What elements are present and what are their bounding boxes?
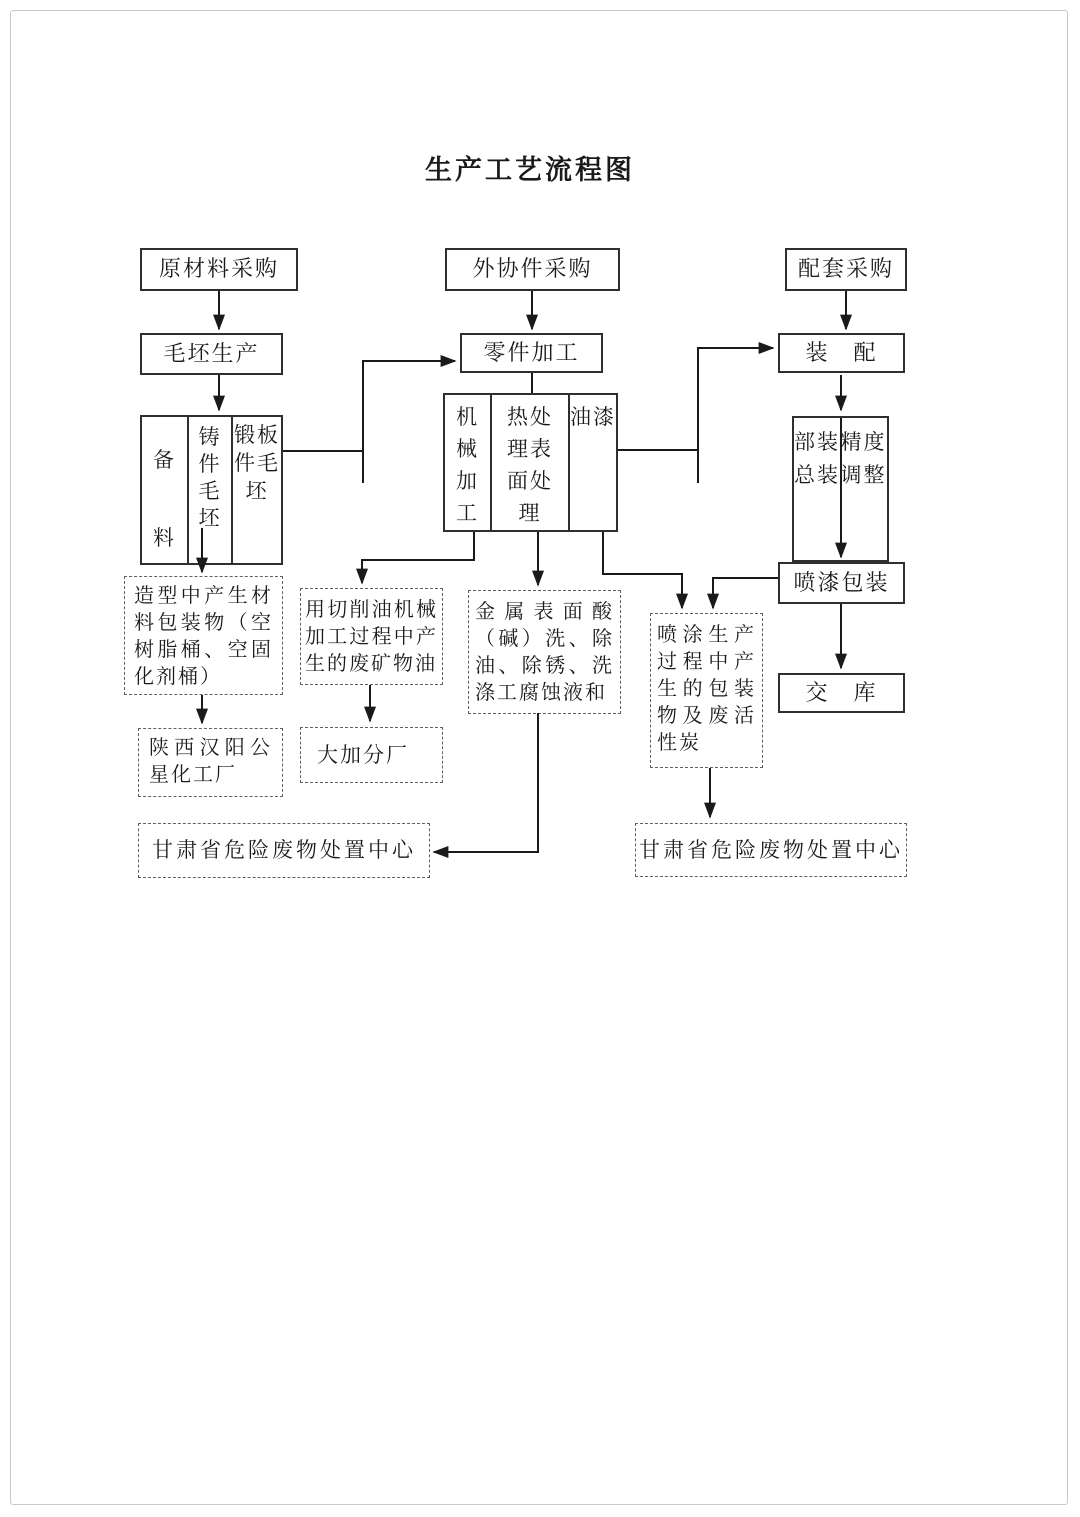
node-casting-blank: 铸件毛坯 bbox=[187, 417, 231, 563]
node-delivery-warehouse: 交 库 bbox=[778, 673, 905, 713]
node-assembly: 装 配 bbox=[778, 333, 905, 373]
node-outsourced-parts-purchase: 外协件采购 bbox=[445, 248, 620, 291]
node-dajiafen-plant: 大加分厂 bbox=[300, 727, 443, 783]
node-blank-production: 毛坯生产 bbox=[140, 333, 283, 375]
node-paint-packaging: 喷漆包装 bbox=[778, 562, 905, 604]
node-sub-final-assembly: 部装总装 bbox=[794, 430, 840, 487]
node-processing-group bbox=[443, 393, 618, 532]
node-machining: 机械加工 bbox=[456, 405, 479, 525]
node-heat-treatment-surface: 热处理表面处理 bbox=[490, 395, 568, 530]
node-raw-material-purchase: 原材料采购 bbox=[140, 248, 298, 291]
node-metal-surface-waste: 金属表面酸（碱）洗、除油、除锈、洗涤工腐蚀液和 bbox=[468, 590, 621, 714]
node-supporting-purchase: 配套采购 bbox=[785, 248, 907, 291]
node-precision-adjustment: 精度调整 bbox=[840, 430, 887, 487]
node-gansu-disposal-center-left: 甘肃省危险废物处置中心 bbox=[138, 823, 430, 878]
node-paint: 油漆 bbox=[568, 395, 616, 530]
page-title: 生产工艺流程图 bbox=[425, 155, 635, 185]
node-spray-packaging-waste: 喷涂生产过程中产生的包装物及废活性炭 bbox=[650, 613, 763, 768]
node-assembly-detail-group bbox=[792, 416, 889, 562]
node-forged-plate-blank: 锻板件毛坯 bbox=[231, 417, 281, 563]
node-molding-packaging-waste: 造型中产生材料包装物（空树脂桶、空固化剂桶） bbox=[124, 576, 283, 695]
node-material-prep: 备料 bbox=[153, 448, 176, 550]
node-parts-processing: 零件加工 bbox=[460, 333, 603, 373]
node-shaanxi-hanyang-plant: 陕西汉阳公星化工厂 bbox=[138, 728, 283, 797]
node-gansu-disposal-center-right: 甘肃省危险废物处置中心 bbox=[635, 823, 907, 877]
node-blank-types-group bbox=[140, 415, 283, 565]
node-cutting-oil-waste: 用切削油机械加工过程中产生的废矿物油 bbox=[300, 588, 443, 685]
